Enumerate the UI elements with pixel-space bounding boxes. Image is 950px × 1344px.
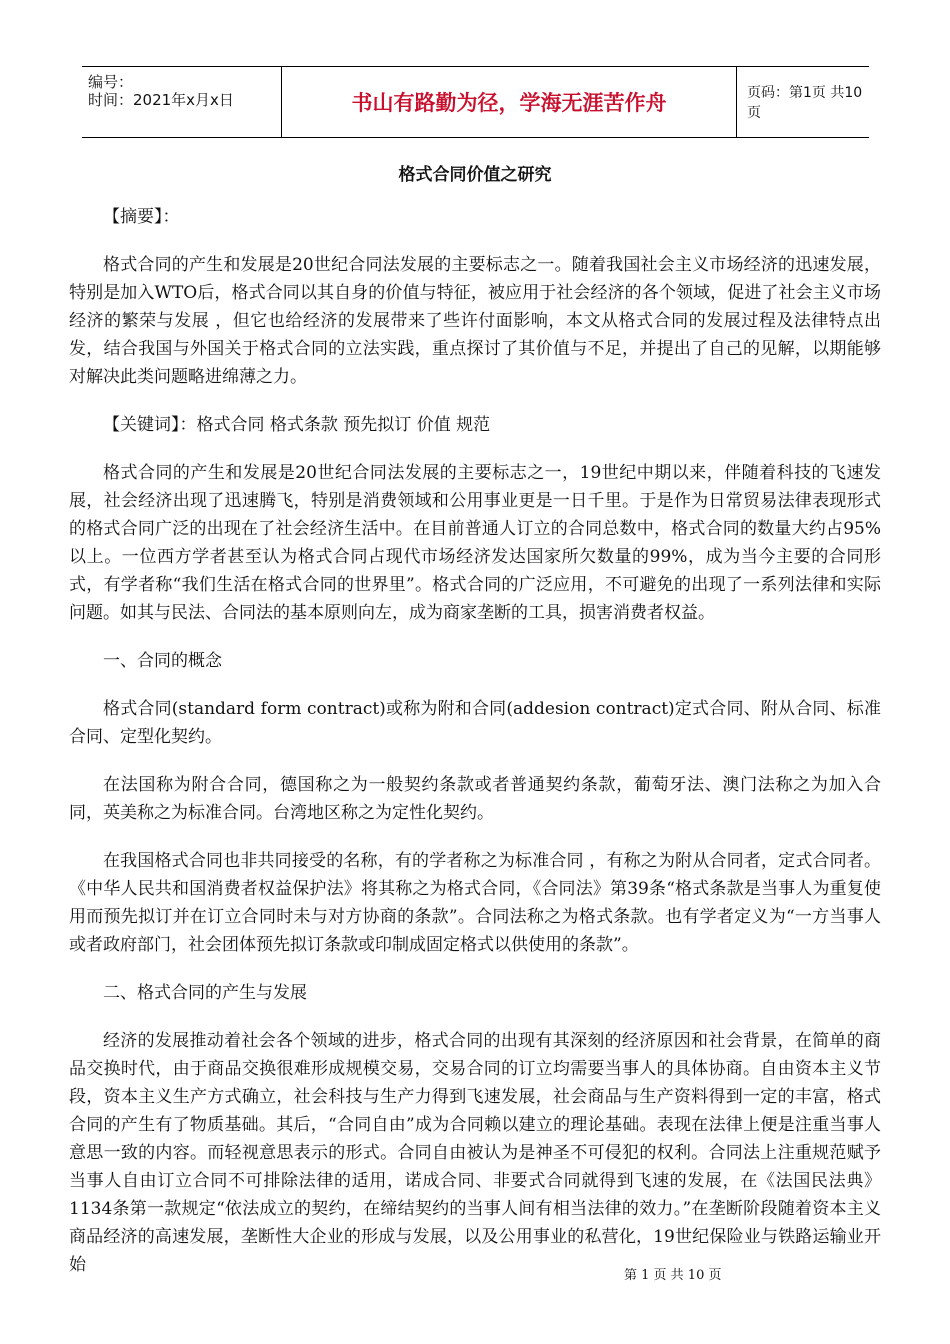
body-paragraph: 在法国称为附合合同，德国称之为一般契约条款或者普通契约条款，葡萄牙法、澳门法称之为加入合同，英美称之为标准合同。台湾地区称之为定性化契约。 — [69, 775, 881, 823]
body-paragraph: 经济的发展推动着社会各个领域的进步，格式合同的出现有其深刻的经济原因和社会背景，在简单的商品交换时代，由于商品交换很难形成规模交易，交易合同的订立均需要当事人的具体协商。自由资本主义节段，资本主义生产方式确立，社会科技与生产力得到飞速发展，社会商品与生产资料得到一定的丰富，格式合同的产生有了物质基础。其后，“合同自由”成为合同赖以建立的理论基础。表现在法律上便是注重当事人意思一致的内容。而轻视意思表示的形式。合同自由被认为是神圣不可侵犯的权利。合同法上注重规范赋予当事人自由订立合同不可排除法律的适用，诺成合同、非要式合同就得到飞速的发展，在《法国民法典》1134条第一款规定“依法成立的契约，在缔结契约的当事人间有相当法律的效力。”在垄断阶段随着资本主义商品经济的高速发展，垄断性大企业的形成与发展，以及公用事业的私营化，19世纪保险业与铁路运输业开始 — [69, 1031, 881, 1275]
intro-paragraph: 格式合同的产生和发展是20世纪合同法发展的主要标志之一，19世纪中期以来，伴随着科技的飞速发展，社会经济出现了迅速腾飞，特别是消费领域和公用事业更是一日千里。于是作为日常贸易法律表现形式的格式合同广泛的出现在了社会经济生活中。在目前普通人订立的合同总数中，格式合同的数量大约占95%以上。一位西方学者甚至认为格式合同占现代市场经济发达国家所欠数量的99%，成为当今主要的合同形式，有学者称“我们生活在格式合同的世界里”。格式合同的广泛应用，不可避免的出现了一系列法律和实际问题。如其与民法、合同法的基本原则向左，成为商家垄断的工具，损害消费者权益。 — [69, 463, 881, 623]
document-title: 格式合同价值之研究 — [398, 165, 552, 185]
document-body — [69, 203, 881, 1299]
body-paragraph: 格式合同(standard form contract)或称为附和合同(addesion contract)定式合同、附从合同、标准合同、定型化契约。 — [69, 699, 881, 747]
header-page-info: 页码：第1页 共10页 — [747, 85, 863, 121]
page-footer: 第 1 页 共 10 页 — [624, 1268, 722, 1283]
page-header — [82, 66, 869, 138]
abstract-heading: 【摘要】： — [103, 207, 180, 227]
abstract-paragraph: 格式合同的产生和发展是20世纪合同法发展的主要标志之一。随着我国社会主义市场经济的迅速发展，特别是加入WTO后，格式合同以其自身的价值与特征，被应用于社会经济的各个领域，促进了社会主义市场经济的繁荣与发展 ，但它也给经济的发展带来了些许付面影响，本文从格式合同的发展过程及法律特点出发，结合我国与外国关于格式合同的立法实践，重点探讨了其价值与不足，并提出了自己的见解，以期能够对解决此类问题略进绵薄之力。 — [69, 255, 881, 387]
section-heading-development: 二、格式合同的产生与发展 — [103, 983, 307, 1003]
header-meta — [82, 67, 282, 137]
document-time-label: 时间：2021年x月x日 — [88, 91, 234, 109]
header-motto: 书山有路勤为径，学海无涯苦作舟 — [282, 67, 737, 137]
body-paragraph: 在我国格式合同也非共同接受的名称，有的学者称之为标准合同 ，有称之为附从合同者，定式合同者。《中华人民共和国消费者权益保护法》将其称之为格式合同，《合同法》第39条“格式条款是当事人为重复使用而预先拟订并在订立合同时未与对方协商的条款”。合同法称之为格式条款。也有学者定义为“一方当事人或者政府部门，社会团体预先拟订条款或印制成固定格式以供使用的条款”。 — [69, 851, 881, 955]
section-heading-concept: 一、合同的概念 — [103, 651, 222, 671]
document-number-label: 编号： — [88, 73, 134, 91]
keywords-paragraph: 【关键词】：格式合同 格式条款 预先拟订 价值 规范 — [103, 415, 491, 435]
